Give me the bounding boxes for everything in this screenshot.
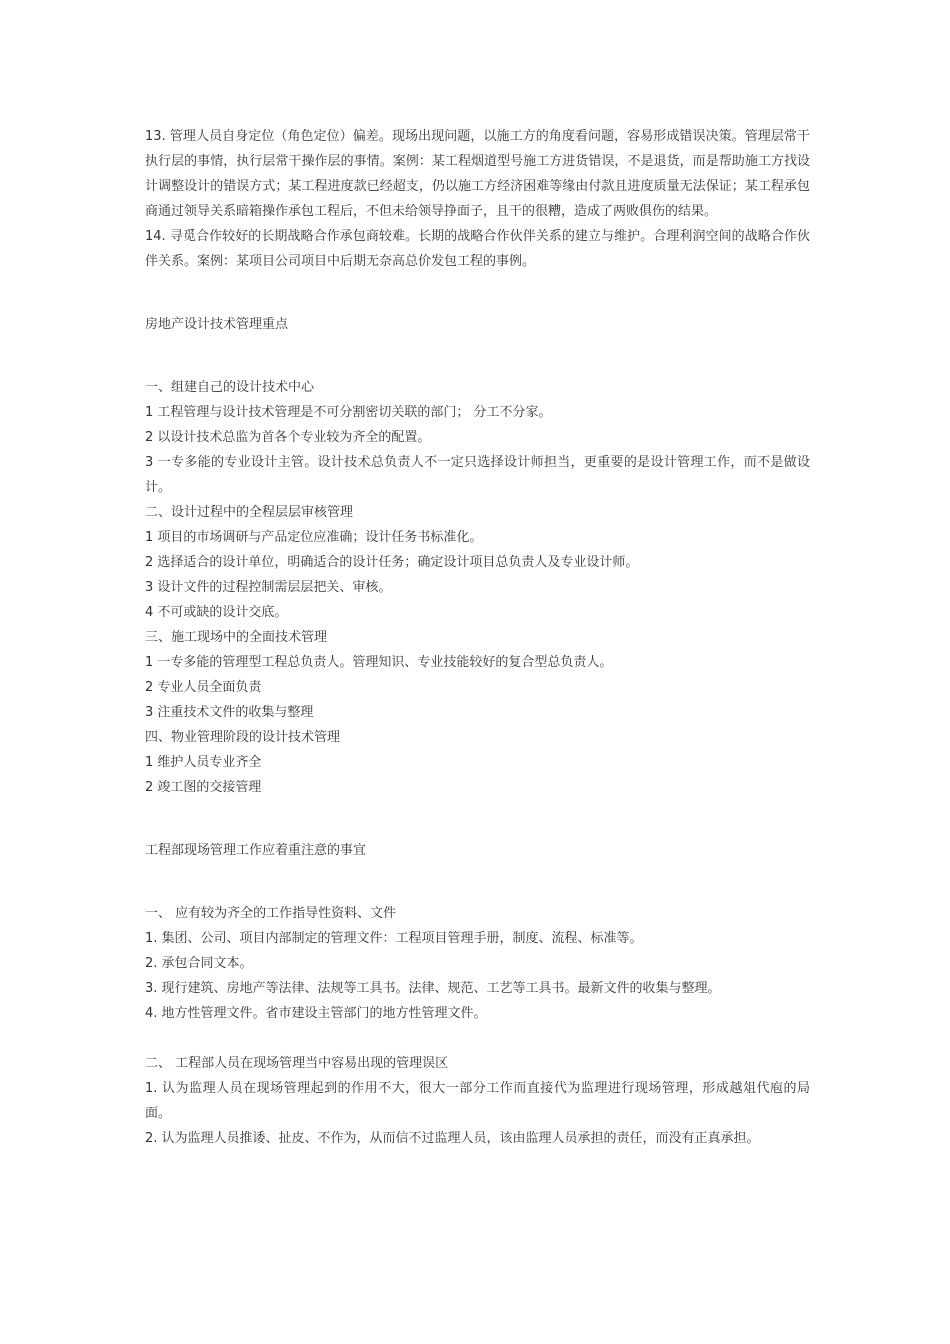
list-item: 四、物业管理阶段的设计技术管理	[145, 730, 341, 745]
list-item: 1 项目的市场调研与产品定位应准确；设计任务书标准化。	[145, 530, 483, 545]
paragraph-13: 13. 管理人员自身定位（角色定位）偏差。现场出现问题，以施工方的角度看问题，容易形成错误决策。管理层常干执行层的事情，执行层常干操作层的事情。案例：某工程烟道型号施工方进货错误，不是退货，而是帮助施工方找设计调整设计的错误方式；某工程进度款已经超支，仍以施工方经济困难等缘由付款且进度质量无法保证；某工程承包商通过领导关系暗箱操作承包工程后，不但未给领导挣面子，且干的很糟，造成了两败俱伤的结果。	[145, 129, 810, 219]
list-item: 3 一专多能的专业设计主管。设计技术总负责人不一定只选择设计师担当，更重要的是设计管理工作，而不是做设计。	[145, 455, 810, 495]
section-title-design: 房地产设计技术管理重点	[145, 317, 289, 332]
list-item: 1 一专多能的管理型工程总负责人。管理知识、专业技能较好的复合型总负责人。	[145, 655, 613, 670]
spacer	[145, 274, 810, 312]
list-item: 2 以设计技术总监为首各个专业较为齐全的配置。	[145, 430, 431, 445]
list-item: 2. 认为监理人员推诿、扯皮、不作为，从而信不过监理人员，该由监理人员承担的责任，而没有正真承担。	[145, 1131, 760, 1146]
list-item: 3 设计文件的过程控制需层层把关、审核。	[145, 580, 392, 595]
list-item: 2 竣工图的交接管理	[145, 780, 262, 795]
list-item: 2 选择适合的设计单位，明确适合的设计任务；确定设计项目总负责人及专业设计师。	[145, 555, 639, 570]
list-item: 1. 认为监理人员在现场管理起到的作用不大，很大一部分工作而直接代为监理进行现场管理，形成越俎代庖的局面。	[145, 1081, 810, 1121]
design-management-list	[145, 375, 810, 800]
list-item: 二、 工程部人员在现场管理当中容易出现的管理误区	[145, 1056, 449, 1071]
list-item: 4 不可或缺的设计交底。	[145, 605, 288, 620]
list-item: 1 工程管理与设计技术管理是不可分割密切关联的部门； 分工不分家。	[145, 405, 552, 420]
spacer	[145, 1026, 810, 1051]
list-item: 一、组建自己的设计技术中心	[145, 380, 315, 395]
paragraph-14: 14. 寻觅合作较好的长期战略合作承包商较难。长期的战略合作伙伴关系的建立与维护。合理利润空间的战略合作伙伴关系。案例：某项目公司项目中后期无奈高总价发包工程的事例。	[145, 229, 810, 269]
list-item: 一、 应有较为齐全的工作指导性资料、文件	[145, 906, 397, 921]
list-item: 1 维护人员专业齐全	[145, 755, 262, 770]
spacer	[145, 863, 810, 901]
list-item: 3. 现行建筑、房地产等法律、法规等工具书。法律、规范、工艺等工具书。最新文件的收集与整理。	[145, 981, 721, 996]
spacer	[145, 800, 810, 838]
site-documents-list	[145, 901, 810, 1026]
list-item: 3 注重技术文件的收集与整理	[145, 705, 314, 720]
list-item: 1. 集团、公司、项目内部制定的管理文件：工程项目管理手册，制度、流程、标准等。	[145, 931, 643, 946]
document-page	[145, 124, 810, 1151]
list-item: 三、施工现场中的全面技术管理	[145, 630, 328, 645]
spacer	[145, 337, 810, 375]
management-pitfalls-list	[145, 1051, 810, 1151]
list-item: 4. 地方性管理文件。省市建设主管部门的地方性管理文件。	[145, 1006, 487, 1021]
list-item: 二、设计过程中的全程层层审核管理	[145, 505, 354, 520]
section-title-site: 工程部现场管理工作应着重注意的事宜	[145, 843, 367, 858]
list-item: 2. 承包合同文本。	[145, 956, 253, 971]
list-item: 2 专业人员全面负责	[145, 680, 262, 695]
